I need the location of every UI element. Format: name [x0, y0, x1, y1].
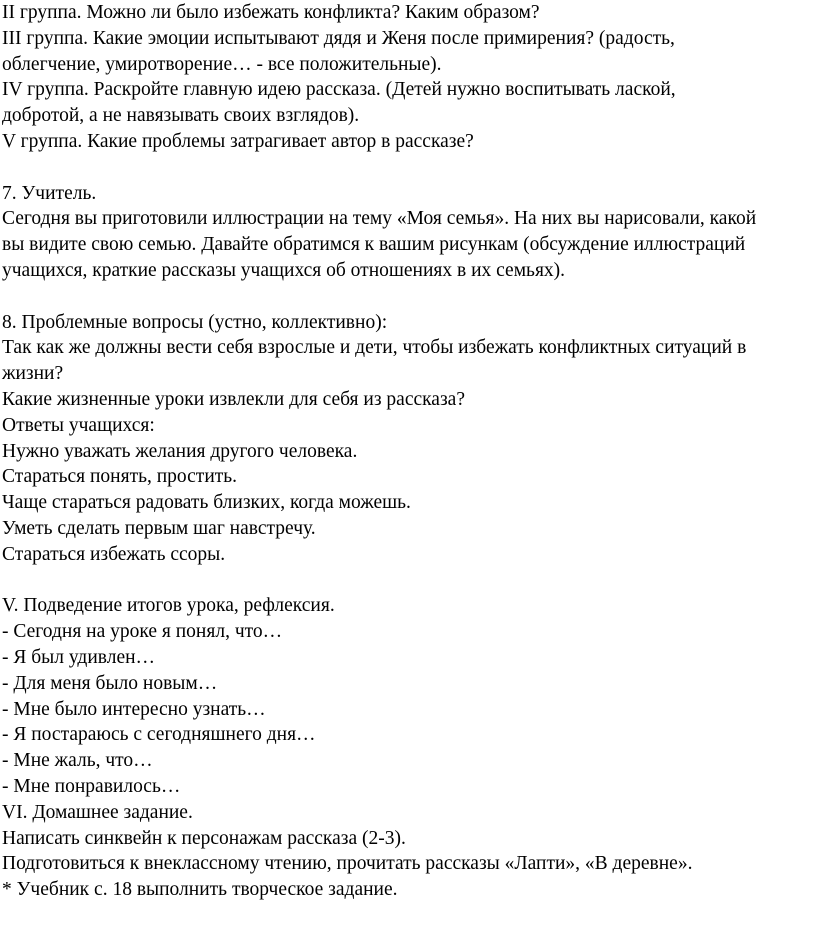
list-item: - Мне жаль, что…: [2, 750, 153, 772]
text-line: IV группа. Раскройте главную идею рассказа. (Детей нужно воспитывать лаской,: [2, 79, 676, 101]
list-item: - Я был удивлен…: [2, 646, 156, 668]
text-line: Какие жизненные уроки извлекли для себя из рассказа?: [2, 388, 465, 410]
document-page: [2, 0, 814, 903]
section-heading: 7. Учитель.: [2, 182, 97, 204]
text-line: II группа. Можно ли было избежать конфликта? Каким образом?: [2, 2, 540, 23]
blank-line: [2, 568, 814, 594]
blank-line: [2, 284, 814, 310]
text-line: Уметь сделать первым шаг навстречу.: [2, 517, 316, 539]
text-line: Так как же должны вести себя взрослые и дети, чтобы избежать конфликтных ситуаций в: [2, 337, 747, 359]
list-item: - Я постараюсь с сегодняшнего дня…: [2, 724, 316, 746]
text-line: Ответы учащихся:: [2, 414, 155, 436]
section-heading: V. Подведение итогов урока, рефлексия.: [2, 595, 335, 617]
list-item: - Мне было интересно узнать…: [2, 698, 266, 720]
text-line: Написать синквейн к персонажам рассказа (2-3).: [2, 827, 406, 849]
text-line: * Учебник с. 18 выполнить творческое задание.: [2, 879, 398, 901]
text-line: добротой, а не навязывать своих взглядов).: [2, 105, 360, 127]
text-line: Подготовиться к внеклассному чтению, прочитать рассказы «Лапти», «В деревне».: [2, 853, 693, 875]
list-item: - Мне понравилось…: [2, 775, 181, 797]
text-line: V группа. Какие проблемы затрагивает автор в рассказе?: [2, 130, 474, 152]
text-line: жизни?: [2, 363, 64, 385]
text-line: III группа. Какие эмоции испытывают дядя и Женя после примирения? (радость,: [2, 27, 675, 49]
text-line: Чаще стараться радовать близких, когда можешь.: [2, 492, 411, 514]
list-item: - Для меня было новым…: [2, 672, 218, 694]
text-line: вы видите свою семью. Давайте обратимся к вашим рисункам (обсуждение иллюстраций: [2, 234, 746, 256]
text-line: учащихся, краткие рассказы учащихся об отношениях в их семьях).: [2, 259, 566, 281]
text-line: Нужно уважать желания другого человека.: [2, 440, 358, 462]
blank-line: [2, 155, 814, 181]
text-line: Стараться понять, простить.: [2, 466, 238, 488]
section-heading: 8. Проблемные вопросы (устно, коллективно):: [2, 311, 388, 333]
list-item: - Сегодня на уроке я понял, что…: [2, 621, 283, 643]
text-line: Стараться избежать ссоры.: [2, 543, 226, 565]
text-line: Сегодня вы приготовили иллюстрации на тему «Моя семья». На них вы нарисовали, какой: [2, 208, 757, 230]
text-line: облегчение, умиротворение… - все положительные).: [2, 53, 442, 75]
section-heading: VI. Домашнее задание.: [2, 801, 193, 823]
